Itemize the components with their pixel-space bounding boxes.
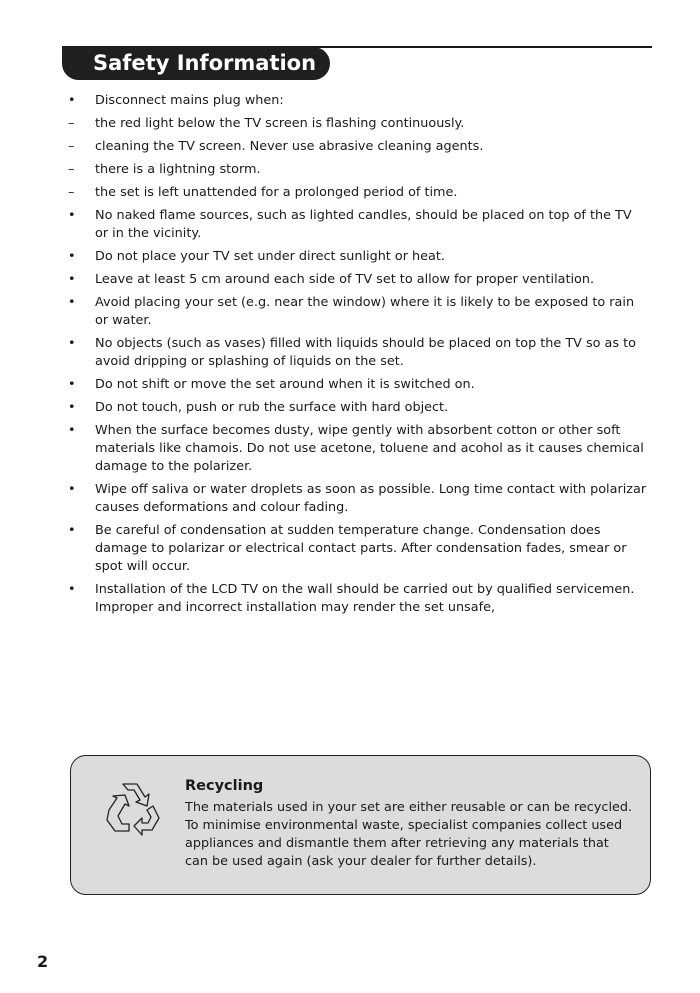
list-item [68,161,648,179]
bullet-marker: • [68,336,76,351]
list-item [68,522,648,576]
dash-marker: – [68,116,75,131]
list-item-text: No naked flame sources, such as lighted candles, should be placed on top of the TV or in the vicinity. [95,208,632,241]
list-item [68,92,648,110]
bullet-marker: • [68,482,76,497]
list-item-text: there is a lightning storm. [95,162,261,177]
bullet-marker: • [68,249,76,264]
bullet-marker: • [68,377,76,392]
recycling-title: Recycling [185,778,264,794]
safety-list [68,92,648,622]
list-item [68,271,648,289]
bullet-marker: • [68,93,76,108]
list-item-text: the set is left unattended for a prolonged period of time. [95,185,458,200]
list-item-text: Wipe off saliva or water droplets as soon as possible. Long time contact with polarizar causes deformations and colour fading. [95,482,647,515]
dash-marker: – [68,139,75,154]
bullet-marker: • [68,272,76,287]
recycling-box [70,755,651,895]
dash-marker: – [68,162,75,177]
bullet-marker: • [68,423,76,438]
list-item [68,481,648,517]
list-item [68,376,648,394]
list-item-text: No objects (such as vases) filled with liquids should be placed on top the TV so as to avoid dripping or splashing of liquids on the set. [95,336,636,369]
list-item [68,422,648,476]
bullet-marker: • [68,582,76,597]
recycle-icon [101,778,163,840]
list-item [68,399,648,417]
page-title: Safety Information [62,47,330,80]
list-item [68,115,648,133]
list-item [68,184,648,202]
bullet-marker: • [68,400,76,415]
list-item-text: Be careful of condensation at sudden temperature change. Condensation does damage to polarizar or electrical contact parts. After condensation fades, smear or spot will occur. [95,523,627,574]
list-item-text: Leave at least 5 cm around each side of TV set to allow for proper ventilation. [95,272,595,287]
list-item-text: When the surface becomes dusty, wipe gently with absorbent cotton or other soft materials like chamois. Do not use acetone, toluene and acohol as it causes chemical damage to the polarizer. [95,423,644,474]
list-item-text: Disconnect mains plug when: [95,93,284,108]
dash-marker: – [68,185,75,200]
list-item [68,248,648,266]
list-item-text: the red light below the TV screen is flashing continuously. [95,116,465,131]
list-item-text: Avoid placing your set (e.g. near the window) where it is likely to be exposed to rain or water. [95,295,635,328]
list-item [68,207,648,243]
bullet-marker: • [68,208,76,223]
list-item-text: Do not touch, push or rub the surface with hard object. [95,400,449,415]
bullet-marker: • [68,295,76,310]
list-item [68,138,648,156]
list-item [68,335,648,371]
recycling-text: The materials used in your set are either reusable or can be recycled. To minimise environmental waste, specialist companies collect used appliances and dismantle them after retrieving any materials that can be used again (ask your dealer for further details). [185,800,633,869]
list-item-text: cleaning the TV screen. Never use abrasive cleaning agents. [95,139,484,154]
list-item [68,581,648,617]
page-number: 2 [37,952,49,971]
bullet-marker: • [68,523,76,538]
list-item-text: Do not place your TV set under direct sunlight or heat. [95,249,445,264]
list-item-text: Do not shift or move the set around when it is switched on. [95,377,475,392]
list-item [68,294,648,330]
list-item-text: Installation of the LCD TV on the wall should be carried out by qualified servicemen. Improper and incorrect installation may render the set unsafe, [95,582,635,615]
